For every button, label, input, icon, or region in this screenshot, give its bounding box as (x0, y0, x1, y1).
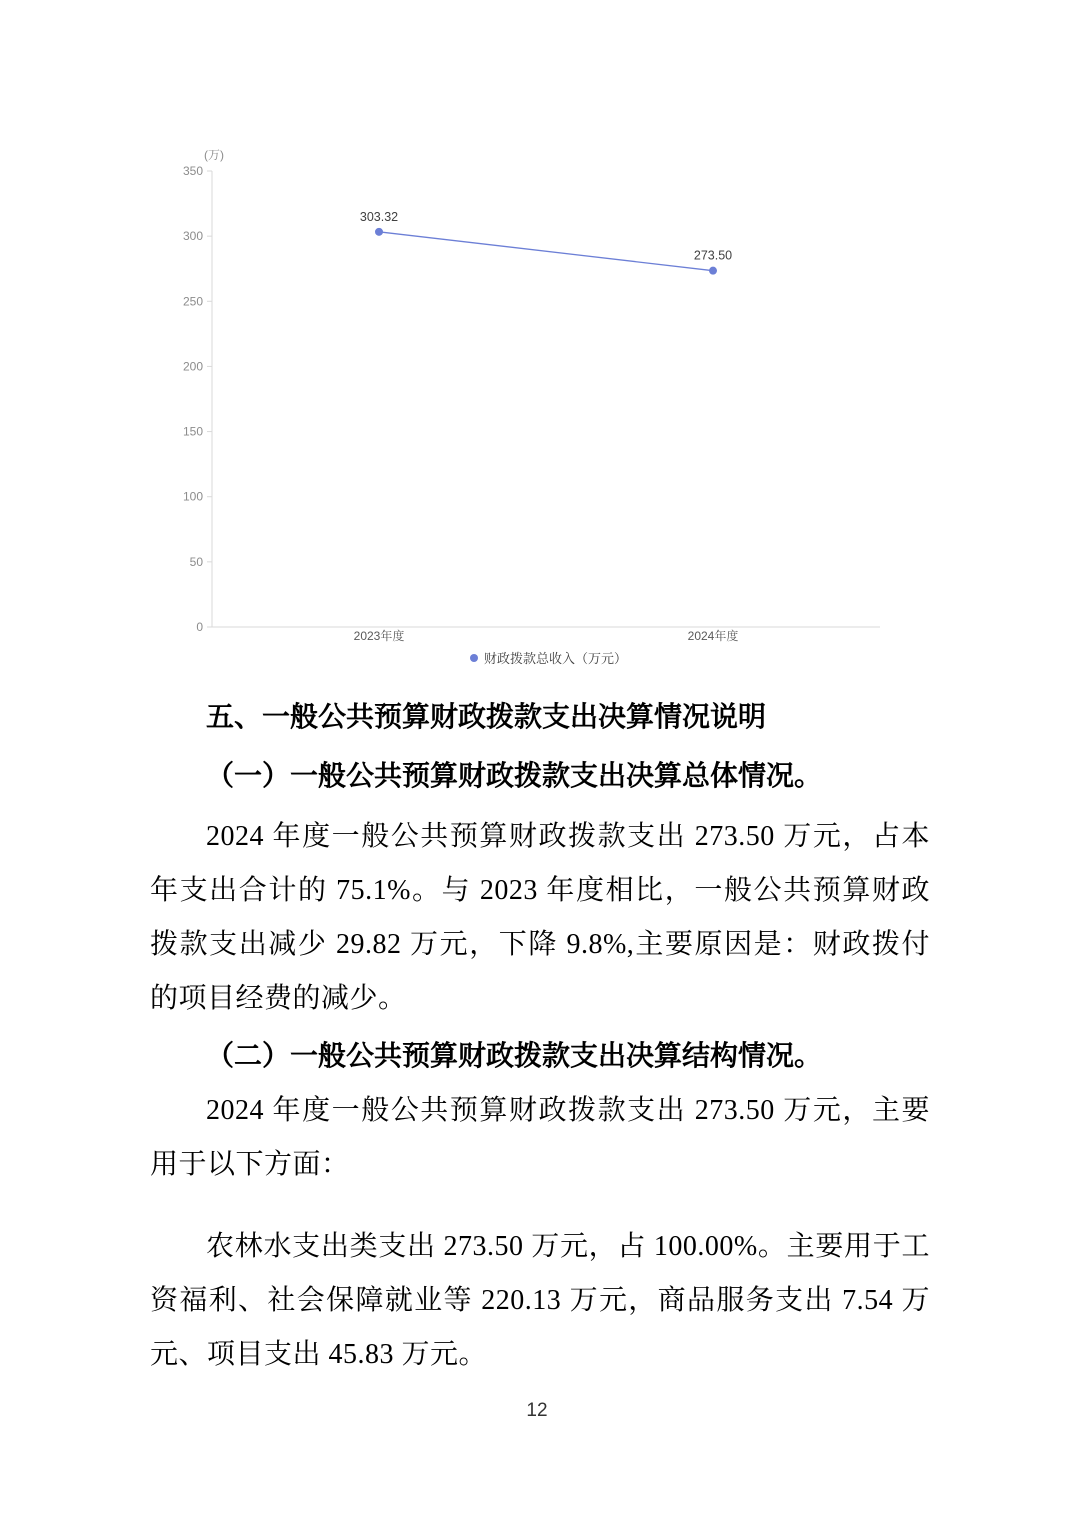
y-axis-tick-label: 100 (182, 489, 203, 504)
legend-label: 财政拨款总收入（万元） (484, 651, 628, 666)
y-axis-tick-label: 300 (182, 229, 203, 244)
y-axis-tick-label: 200 (182, 359, 203, 374)
subsection-1-heading: （一）一般公共预算财政拨款支出决算总体情况。 (206, 761, 823, 792)
y-axis-tick-label: 0 (196, 620, 203, 634)
y-axis-tick-label: 50 (189, 554, 203, 569)
data-point-label: 303.32 (359, 209, 399, 224)
data-point (375, 228, 383, 236)
y-axis-unit-label: (万) (204, 148, 224, 162)
y-axis-tick-label: 250 (182, 294, 203, 309)
line-chart-svg (0, 140, 1074, 680)
chart (0, 0, 1074, 680)
subsection-2-heading: （二）一般公共预算财政拨款支出决算结构情况。 (206, 1041, 823, 1072)
legend-dot (470, 654, 478, 662)
page-number: 12 (526, 1400, 548, 1421)
section-heading: 五、一般公共预算财政拨款支出决算情况说明 (206, 701, 767, 732)
series-line (379, 232, 713, 271)
data-point-label: 273.50 (693, 248, 733, 263)
data-point (709, 267, 717, 275)
y-axis-tick-label: 350 (182, 164, 203, 178)
paragraph-1: 2024 年度一般公共预算财政拨款支出 273.50 万元，占本年支出合计的 75.1%。与 2023 年度相比，一般公共预算财政拨款支出减少 29.82 万元，下降 9.8%,主要原因是：财政拨付的项目经费的减少。 (150, 821, 930, 1014)
paragraph-3: 农林水支出类支出 273.50 万元，占 100.00%。主要用于工资福利、社会保障就业等 220.13 万元，商品服务支出 7.54 万元、项目支出 45.83 万元。 (150, 1231, 930, 1370)
paragraph-2: 2024 年度一般公共预算财政拨款支出 273.50 万元，主要用于以下方面： (150, 1095, 930, 1180)
x-axis-category-label: 2024年度 (687, 629, 739, 643)
x-axis-category-label: 2023年度 (353, 629, 405, 643)
y-axis-tick-label: 150 (182, 424, 203, 439)
